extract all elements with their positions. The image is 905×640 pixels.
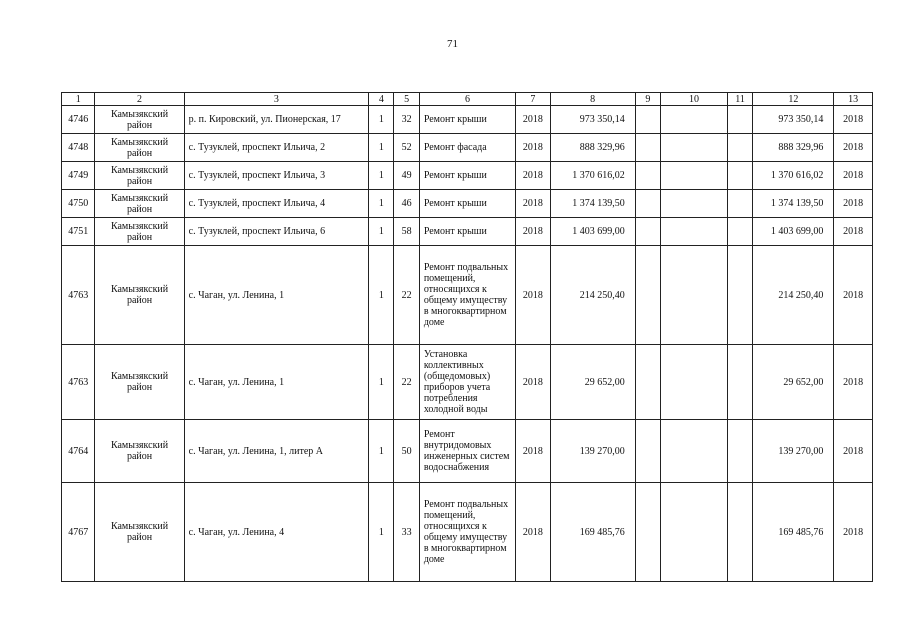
- cell-work-type: Ремонт крыши: [419, 106, 515, 134]
- cell-work-type: Ремонт подвальных помещений, относящихся к общему имуществу в многоквартирном доме: [419, 246, 515, 345]
- cell-col9: [635, 162, 660, 190]
- column-header: 5: [394, 93, 419, 106]
- cell-end-year: 2018: [834, 190, 873, 218]
- cell-col5: 49: [394, 162, 419, 190]
- column-header: 11: [727, 93, 752, 106]
- cell-work-type: Ремонт фасада: [419, 134, 515, 162]
- cell-district: Камызякский район: [95, 106, 184, 134]
- cell-district: Камызякский район: [95, 420, 184, 483]
- cell-year: 2018: [516, 345, 550, 420]
- repair-program-table: [61, 92, 873, 582]
- cell-year: 2018: [516, 483, 550, 582]
- cell-col10: [661, 420, 728, 483]
- cell-col11: [727, 134, 752, 162]
- table-row: [62, 190, 873, 218]
- cell-col5: 32: [394, 106, 419, 134]
- cell-col5: 33: [394, 483, 419, 582]
- cell-col9: [635, 345, 660, 420]
- column-header: 2: [95, 93, 184, 106]
- cell-col10: [661, 483, 728, 582]
- cell-col10: [661, 190, 728, 218]
- cell-col5: 22: [394, 345, 419, 420]
- cell-total: 214 250,40: [753, 246, 834, 345]
- cell-cost: 139 270,00: [550, 420, 635, 483]
- cell-col10: [661, 218, 728, 246]
- cell-year: 2018: [516, 420, 550, 483]
- column-header: 12: [753, 93, 834, 106]
- cell-end-year: 2018: [834, 134, 873, 162]
- column-header: 7: [516, 93, 550, 106]
- cell-cost: 973 350,14: [550, 106, 635, 134]
- cell-number: 4767: [62, 483, 95, 582]
- cell-col9: [635, 106, 660, 134]
- table-row: [62, 483, 873, 582]
- column-header: 9: [635, 93, 660, 106]
- cell-col5: 58: [394, 218, 419, 246]
- cell-address: с. Тузуклей, проспект Ильича, 6: [184, 218, 369, 246]
- column-header: 10: [661, 93, 728, 106]
- column-header: 3: [184, 93, 369, 106]
- cell-col4: 1: [369, 106, 394, 134]
- cell-col10: [661, 345, 728, 420]
- cell-total: 139 270,00: [753, 420, 834, 483]
- cell-col9: [635, 420, 660, 483]
- cell-col9: [635, 134, 660, 162]
- cell-district: Камызякский район: [95, 218, 184, 246]
- cell-year: 2018: [516, 106, 550, 134]
- cell-col9: [635, 483, 660, 582]
- cell-col5: 46: [394, 190, 419, 218]
- cell-address: с. Тузуклей, проспект Ильича, 2: [184, 134, 369, 162]
- column-header: 1: [62, 93, 95, 106]
- table-row: [62, 134, 873, 162]
- cell-cost: 1 374 139,50: [550, 190, 635, 218]
- cell-number: 4763: [62, 345, 95, 420]
- cell-col11: [727, 218, 752, 246]
- cell-col11: [727, 420, 752, 483]
- cell-col10: [661, 106, 728, 134]
- cell-district: Камызякский район: [95, 345, 184, 420]
- cell-district: Камызякский район: [95, 190, 184, 218]
- cell-district: Камызякский район: [95, 134, 184, 162]
- cell-number: 4749: [62, 162, 95, 190]
- cell-col5: 50: [394, 420, 419, 483]
- cell-cost: 888 329,96: [550, 134, 635, 162]
- cell-end-year: 2018: [834, 345, 873, 420]
- cell-year: 2018: [516, 162, 550, 190]
- table-row: [62, 106, 873, 134]
- cell-cost: 214 250,40: [550, 246, 635, 345]
- cell-col11: [727, 246, 752, 345]
- cell-year: 2018: [516, 190, 550, 218]
- cell-end-year: 2018: [834, 106, 873, 134]
- cell-work-type: Ремонт подвальных помещений, относящихся к общему имуществу в многоквартирном доме: [419, 483, 515, 582]
- cell-address: с. Чаган, ул. Ленина, 1: [184, 246, 369, 345]
- cell-end-year: 2018: [834, 162, 873, 190]
- cell-total: 1 374 139,50: [753, 190, 834, 218]
- table-row: [62, 218, 873, 246]
- cell-col5: 22: [394, 246, 419, 345]
- cell-col10: [661, 134, 728, 162]
- cell-total: 1 370 616,02: [753, 162, 834, 190]
- column-header: 8: [550, 93, 635, 106]
- table-row: [62, 345, 873, 420]
- column-header: 13: [834, 93, 873, 106]
- cell-col4: 1: [369, 162, 394, 190]
- cell-cost: 29 652,00: [550, 345, 635, 420]
- cell-col5: 52: [394, 134, 419, 162]
- cell-col9: [635, 246, 660, 345]
- cell-col10: [661, 246, 728, 345]
- cell-cost: 169 485,76: [550, 483, 635, 582]
- page-number: 71: [447, 38, 458, 50]
- cell-district: Камызякский район: [95, 246, 184, 345]
- cell-col11: [727, 483, 752, 582]
- cell-address: с. Тузуклей, проспект Ильича, 4: [184, 190, 369, 218]
- cell-number: 4746: [62, 106, 95, 134]
- cell-col4: 1: [369, 218, 394, 246]
- cell-work-type: Ремонт крыши: [419, 218, 515, 246]
- column-number-row: [62, 93, 873, 106]
- cell-col4: 1: [369, 483, 394, 582]
- cell-district: Камызякский район: [95, 162, 184, 190]
- cell-end-year: 2018: [834, 483, 873, 582]
- cell-col9: [635, 218, 660, 246]
- cell-work-type: Ремонт внутридомовых инженерных систем водоснабжения: [419, 420, 515, 483]
- column-header: 6: [419, 93, 515, 106]
- cell-total: 169 485,76: [753, 483, 834, 582]
- cell-total: 888 329,96: [753, 134, 834, 162]
- cell-number: 4748: [62, 134, 95, 162]
- cell-total: 973 350,14: [753, 106, 834, 134]
- cell-year: 2018: [516, 134, 550, 162]
- cell-col4: 1: [369, 420, 394, 483]
- cell-number: 4750: [62, 190, 95, 218]
- cell-number: 4764: [62, 420, 95, 483]
- cell-number: 4763: [62, 246, 95, 345]
- cell-district: Камызякский район: [95, 483, 184, 582]
- cell-end-year: 2018: [834, 246, 873, 345]
- cell-address: с. Тузуклей, проспект Ильича, 3: [184, 162, 369, 190]
- cell-col4: 1: [369, 246, 394, 345]
- cell-end-year: 2018: [834, 218, 873, 246]
- cell-work-type: Ремонт крыши: [419, 190, 515, 218]
- cell-col4: 1: [369, 345, 394, 420]
- table-row: [62, 162, 873, 190]
- table-row: [62, 420, 873, 483]
- cell-col9: [635, 190, 660, 218]
- cell-year: 2018: [516, 246, 550, 345]
- cell-address: с. Чаган, ул. Ленина, 4: [184, 483, 369, 582]
- cell-address: р. п. Кировский, ул. Пионерская, 17: [184, 106, 369, 134]
- cell-total: 1 403 699,00: [753, 218, 834, 246]
- cell-col11: [727, 190, 752, 218]
- cell-work-type: Установка коллективных (общедомовых) приборов учета потребления холодной воды: [419, 345, 515, 420]
- cell-number: 4751: [62, 218, 95, 246]
- cell-col4: 1: [369, 190, 394, 218]
- cell-year: 2018: [516, 218, 550, 246]
- cell-col11: [727, 162, 752, 190]
- cell-work-type: Ремонт крыши: [419, 162, 515, 190]
- cell-address: с. Чаган, ул. Ленина, 1, литер А: [184, 420, 369, 483]
- cell-col11: [727, 345, 752, 420]
- cell-total: 29 652,00: [753, 345, 834, 420]
- cell-cost: 1 370 616,02: [550, 162, 635, 190]
- cell-end-year: 2018: [834, 420, 873, 483]
- table-row: [62, 246, 873, 345]
- cell-cost: 1 403 699,00: [550, 218, 635, 246]
- cell-address: с. Чаган, ул. Ленина, 1: [184, 345, 369, 420]
- cell-col10: [661, 162, 728, 190]
- cell-col11: [727, 106, 752, 134]
- column-header: 4: [369, 93, 394, 106]
- cell-col4: 1: [369, 134, 394, 162]
